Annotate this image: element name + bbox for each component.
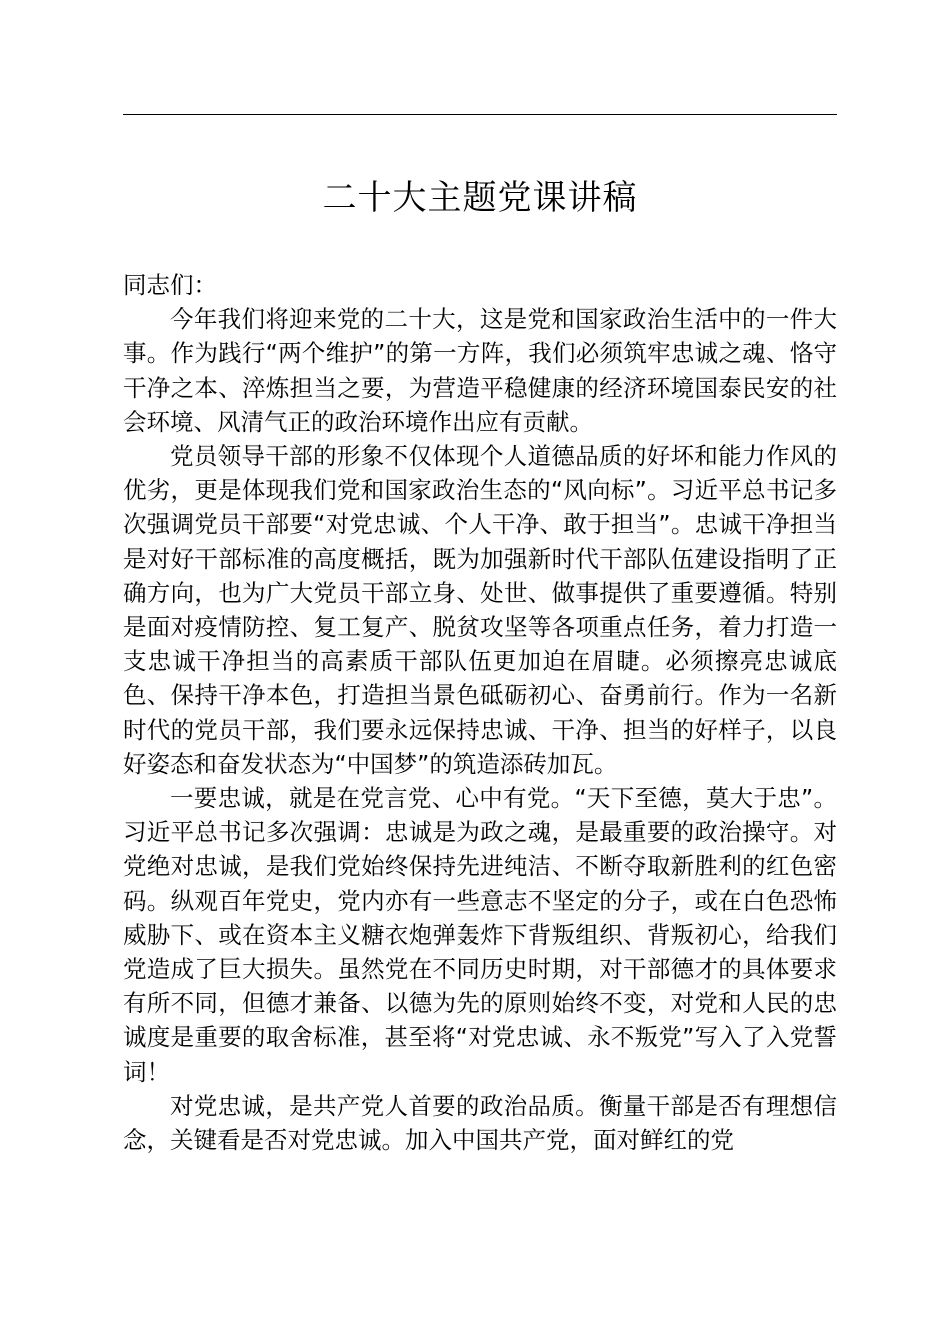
paragraph-2: 党员领导干部的形象不仅体现个人道德品质的好坏和能力作风的优劣，更是体现我们党和国家政治生态的“风向标”。习近平总书记多次强调党员干部要“对党忠诚、个人干净、敢于担当”。忠诚干净担当是对好干部标准的高度概括，既为加强新时代干部队伍建设指明了正确方向，也为广大党员干部立身、处世、做事提供了重要遵循。特别是面对疫情防控、复工复产、脱贫攻坚等各项重点任务，着力打造一支忠诚干净担当的高素质干部队伍更加迫在眉睫。必须擦亮忠诚底色、保持干净本色，打造担当景色砥砺初心、奋勇前行。作为一名新时代的党员干部，我们要永远保持忠诚、干净、担当的好样子，以良好姿态和奋发状态为“中国梦”的筑造添砖加瓦。 xyxy=(123,442,837,778)
paragraph-3: 一要忠诚，就是在党言党、心中有党。“天下至德，莫大于忠”。习近平总书记多次强调：忠诚是为政之魂，是最重要的政治操守。对党绝对忠诚，是我们党始终保持先进纯洁、不断夺取新胜利的红色密码。纵观百年党史，党内亦有一些意志不坚定的分子，或在白色恐怖威胁下、或在资本主义糖衣炮弹轰炸下背叛组织、背叛初心，给我们党造成了巨大损失。虽然党在不同历史时期，对干部德才的具体要求有所不同，但德才兼备、以德为先的原则始终不变，对党和人民的忠诚度是重要的取舍标准，甚至将“对党忠诚、永不叛党”写入了入党誓词！ xyxy=(123,784,837,1086)
document-title: 二十大主题党课讲稿 xyxy=(322,178,638,218)
document-body xyxy=(123,268,837,1157)
paragraph-4: 对党忠诚，是共产党人首要的政治品质。衡量干部是否有理想信念，关键看是否对党忠诚。加入中国共产党，面对鲜红的党 xyxy=(123,1091,837,1155)
header-divider xyxy=(123,114,837,115)
salutation: 同志们： xyxy=(123,271,217,299)
paragraph-1: 今年我们将迎来党的二十大，这是党和国家政治生活中的一件大事。作为践行“两个维护”的第一方阵，我们必须筑牢忠诚之魂、恪守干净之本、淬炼担当之要，为营造平稳健康的经济环境国泰民安的社会环境、风清气正的政治环境作出应有贡献。 xyxy=(123,305,837,436)
